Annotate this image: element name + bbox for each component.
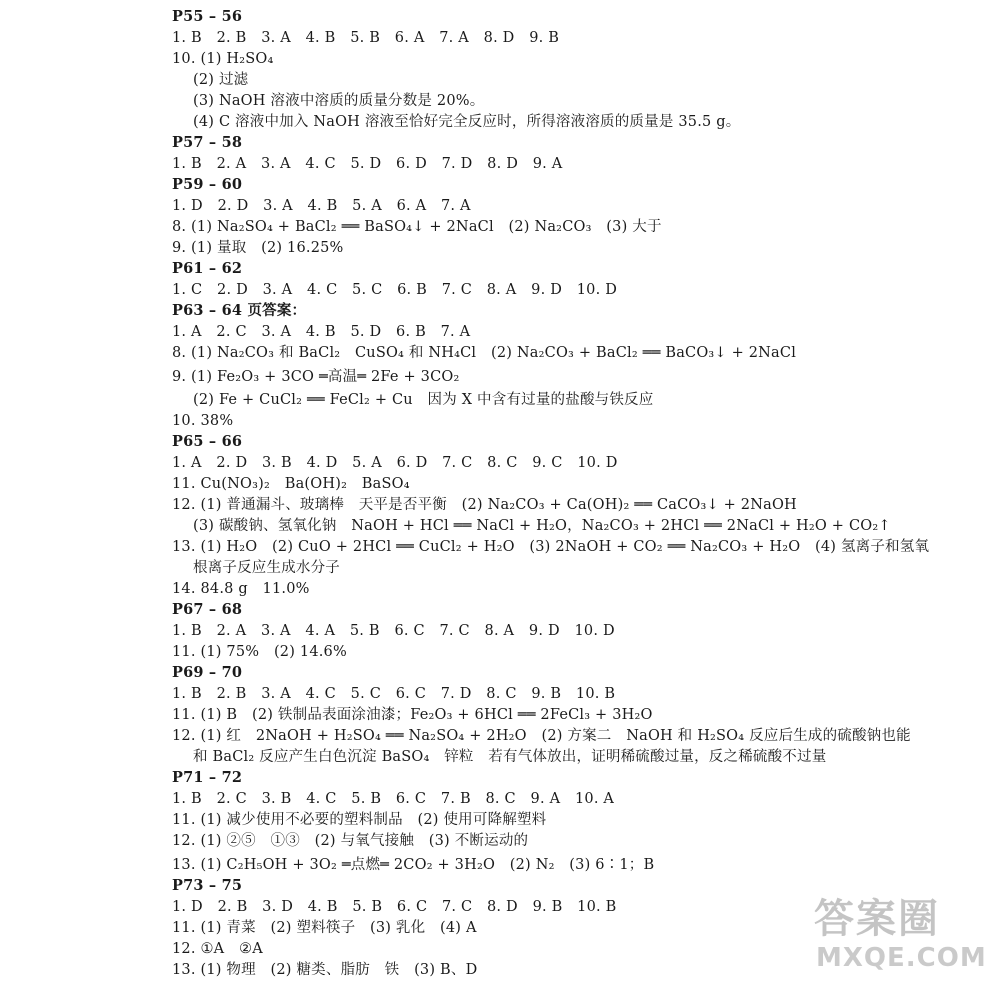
answer-line: 8. (1) Na₂SO₄ + BaCl₂ ══ BaSO₄↓ + 2NaCl (2) Na₂CO₃ (3) 大于 — [172, 219, 662, 235]
answer-line: 1. C 2. D 3. A 4. C 5. C 6. B 7. C 8. A 9. D 10. D — [172, 282, 618, 298]
page-range-header: P73 – 75 — [172, 877, 243, 894]
page-range-header: P59 – 60 — [172, 176, 243, 193]
answer-line: 12. ①A ②A — [172, 941, 263, 957]
answer-line: 1. B 2. A 3. A 4. C 5. D 6. D 7. D 8. D 9. A — [172, 156, 563, 172]
page-range-header: P67 – 68 — [172, 601, 243, 618]
answer-line: 12. (1) 红 2NaOH + H₂SO₄ ══ Na₂SO₄ + 2H₂O (2) 方案二 NaOH 和 H₂SO₄ 反应后生成的硫酸钠也能 — [172, 728, 911, 744]
answer-line: 1. B 2. C 3. B 4. C 5. B 6. C 7. B 8. C 9. A 10. A — [172, 791, 615, 807]
answer-line: 10. 38% — [172, 413, 234, 429]
answer-line: 1. A 2. C 3. A 4. B 5. D 6. B 7. A — [172, 324, 471, 340]
answer-line: 12. (1) ②⑤ ①③ (2) 与氧气接触 (3) 不断运动的 — [172, 833, 529, 849]
answer-line: 根离子反应生成水分子 — [193, 560, 340, 576]
watermark-url: MXQE.COM — [816, 943, 987, 973]
answer-line: 1. D 2. B 3. D 4. B 5. B 6. C 7. C 8. D 9. B 10. B — [172, 899, 617, 915]
answer-line: 11. (1) 青菜 (2) 塑料筷子 (3) 乳化 (4) A — [172, 920, 477, 936]
watermark — [810, 887, 990, 983]
answer-line: 1. D 2. D 3. A 4. B 5. A 6. A 7. A — [172, 198, 471, 214]
watermark-logo: 答案圈 — [814, 896, 940, 942]
answer-line: 11. (1) B (2) 铁制品表面涂油漆；Fe₂O₃ + 6HCl ══ 2FeCl₃ + 3H₂O — [172, 707, 653, 723]
answer-line: 14. 84.8 g 11.0% — [172, 581, 310, 597]
page-range-header: P65 – 66 — [172, 433, 243, 450]
answer-line: 13. (1) C₂H₅OH + 3O₂ ═点燃═ 2CO₂ + 3H₂O (2) N₂ (3) 6∶1；B — [172, 857, 655, 873]
answer-line: 13. (1) H₂O (2) CuO + 2HCl ══ CuCl₂ + H₂O (3) 2NaOH + CO₂ ══ Na₂CO₃ + H₂O (4) 氢离子和氢氧 — [172, 539, 930, 555]
page-range-header: P57 – 58 — [172, 134, 243, 151]
answer-line: 11. Cu(NO₃)₂ Ba(OH)₂ BaSO₄ — [172, 476, 410, 492]
answer-line: 12. (1) 普通漏斗、玻璃棒 天平是否平衡 (2) Na₂CO₃ + Ca(OH)₂ ══ CaCO₃↓ + 2NaOH — [172, 497, 797, 513]
answer-line: 1. B 2. B 3. A 4. B 5. B 6. A 7. A 8. D 9. B — [172, 30, 560, 46]
page-range-header: P71 – 72 — [172, 769, 243, 786]
answer-line: 13. (1) 物理 (2) 糖类、脂肪 铁 (3) B、D — [172, 962, 478, 978]
answer-line: 8. (1) Na₂CO₃ 和 BaCl₂ CuSO₄ 和 NH₄Cl (2) Na₂CO₃ + BaCl₂ ══ BaCO₃↓ + 2NaCl — [172, 345, 797, 361]
answer-line: 10. (1) H₂SO₄ — [172, 51, 274, 67]
answer-line: 1. A 2. D 3. B 4. D 5. A 6. D 7. C 8. C 9. C 10. D — [172, 455, 618, 471]
page-range-header: P63 – 64 页答案： — [172, 302, 307, 319]
answer-line: (3) 碳酸钠、氢氧化钠 NaOH + HCl ══ NaCl + H₂O，Na₂CO₃ + 2HCl ══ 2NaCl + H₂O + CO₂↑ — [193, 518, 891, 534]
answer-line: 1. B 2. B 3. A 4. C 5. C 6. C 7. D 8. C 9. B 10. B — [172, 686, 616, 702]
answer-line: 11. (1) 75% (2) 14.6% — [172, 644, 347, 660]
answer-line: (2) Fe + CuCl₂ ══ FeCl₂ + Cu 因为 X 中含有过量的盐酸与铁反应 — [193, 392, 654, 408]
answer-line: 11. (1) 减少使用不必要的塑料制品 (2) 使用可降解塑料 — [172, 812, 547, 828]
answer-line: 1. B 2. A 3. A 4. A 5. B 6. C 7. C 8. A 9. D 10. D — [172, 623, 615, 639]
page-range-header: P55 – 56 — [172, 8, 243, 25]
answer-line: 9. (1) 量取 (2) 16.25% — [172, 240, 344, 256]
answer-line: 9. (1) Fe₂O₃ + 3CO ═高温═ 2Fe + 3CO₂ — [172, 369, 460, 385]
page-range-header: P69 – 70 — [172, 664, 243, 681]
answer-line: 和 BaCl₂ 反应产生白色沉淀 BaSO₄ 锌粒 若有气体放出，证明稀硫酸过量，反之稀硫酸不过量 — [193, 749, 827, 765]
page-range-header: P61 – 62 — [172, 260, 243, 277]
answer-line: (2) 过滤 — [193, 72, 249, 88]
answer-line: (3) NaOH 溶液中溶质的质量分数是 20%。 — [193, 93, 485, 109]
answer-line: (4) C 溶液中加入 NaOH 溶液至恰好完全反应时，所得溶液溶质的质量是 35.5 g。 — [193, 114, 741, 130]
